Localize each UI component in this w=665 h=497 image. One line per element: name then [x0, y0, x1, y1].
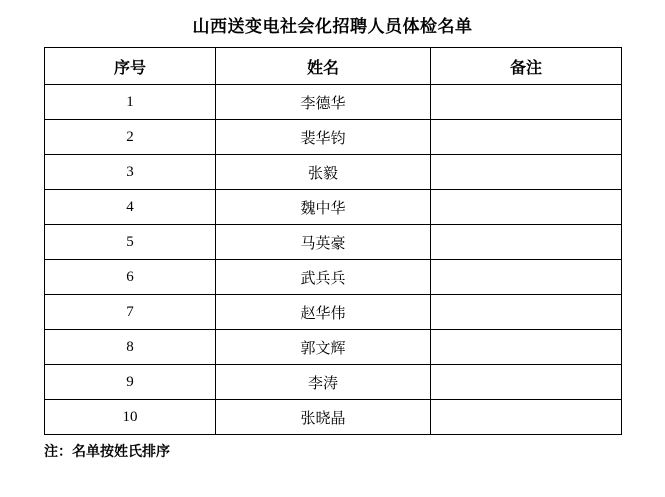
column-header-note: 备注: [431, 48, 622, 85]
table-row: [45, 295, 622, 330]
cell-note: [431, 120, 622, 155]
cell-note: [431, 225, 622, 260]
cell-note: [431, 155, 622, 190]
cell-name: 武兵兵: [216, 260, 431, 295]
cell-index: 2: [45, 120, 216, 155]
cell-note: [431, 190, 622, 225]
cell-index: 3: [45, 155, 216, 190]
table-row: [45, 365, 622, 400]
cell-note: [431, 400, 622, 435]
cell-name: 李涛: [216, 365, 431, 400]
cell-note: [431, 85, 622, 120]
column-header-name: 姓名: [216, 48, 431, 85]
cell-note: [431, 295, 622, 330]
cell-index: 5: [45, 225, 216, 260]
table-row: [45, 85, 622, 120]
cell-name: 赵华伟: [216, 295, 431, 330]
table-row: [45, 225, 622, 260]
roster-table: [44, 47, 622, 435]
table-row: [45, 155, 622, 190]
table-row: [45, 260, 622, 295]
cell-index: 4: [45, 190, 216, 225]
cell-name: 李德华: [216, 85, 431, 120]
cell-name: 裴华钧: [216, 120, 431, 155]
table-row: [45, 400, 622, 435]
cell-name: 马英豪: [216, 225, 431, 260]
table-header-row: [45, 48, 622, 85]
table-header: [45, 48, 622, 85]
table-row: [45, 190, 622, 225]
table-body: [45, 85, 622, 435]
cell-name: 郭文辉: [216, 330, 431, 365]
cell-note: [431, 330, 622, 365]
cell-index: 6: [45, 260, 216, 295]
page-title: 山西送变电社会化招聘人员体检名单: [192, 17, 473, 36]
cell-index: 7: [45, 295, 216, 330]
cell-index: 10: [45, 400, 216, 435]
cell-name: 张毅: [216, 155, 431, 190]
cell-index: 9: [45, 365, 216, 400]
column-header-index: 序号: [45, 48, 216, 85]
table-row: [45, 120, 622, 155]
cell-index: 8: [45, 330, 216, 365]
cell-name: 魏中华: [216, 190, 431, 225]
footnote: 注：名单按姓氏排序: [44, 445, 170, 460]
table-row: [45, 330, 622, 365]
cell-note: [431, 365, 622, 400]
cell-note: [431, 260, 622, 295]
cell-index: 1: [45, 85, 216, 120]
roster-table-wrapper: [0, 47, 665, 435]
cell-name: 张晓晶: [216, 400, 431, 435]
